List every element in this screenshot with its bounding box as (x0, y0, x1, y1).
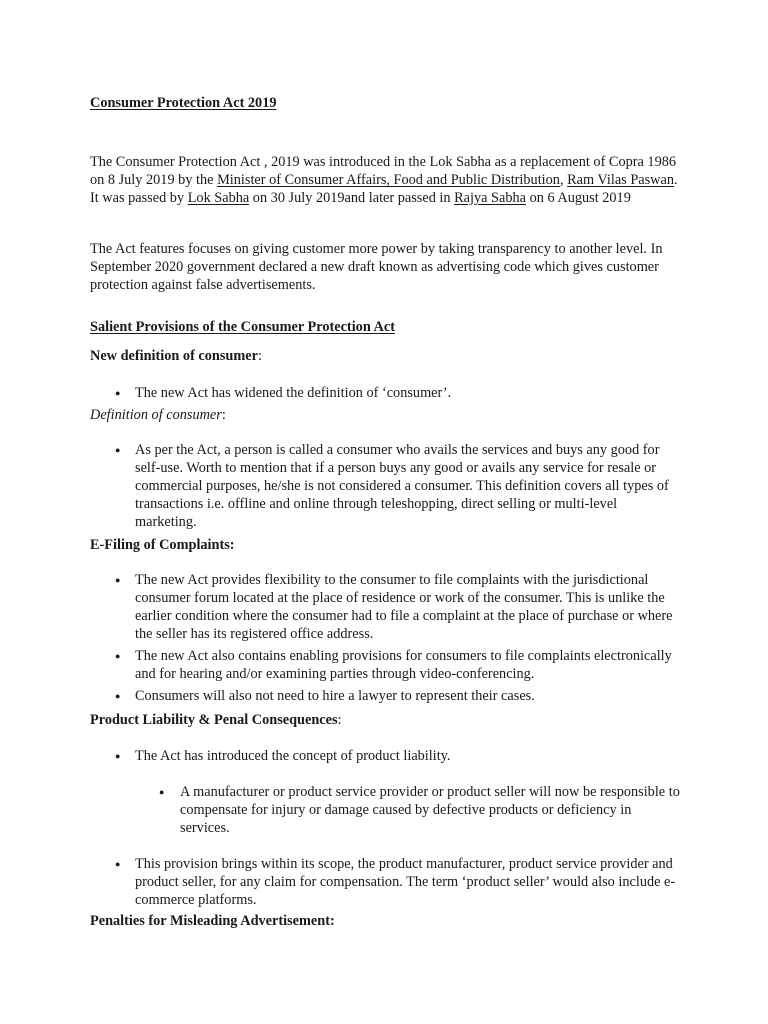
new-definition-heading (90, 347, 680, 365)
intro-text-2: , (559, 172, 568, 188)
list-item-text: As per the Act, a person is called a consumer who avails the services and buys any good for self-use. Worth to mention that if a person buys any good or avails any service for resale or commercial purposes, he/she is not considered a consumer. This definition covers all types of transactions i.e. offline and online through teleshopping, direct selling or multi-level marketing. (135, 442, 669, 530)
new-definition-heading-text: New definition of consumer (90, 348, 258, 364)
list-item (90, 647, 680, 683)
salient-heading: Salient Provisions of the Consumer Protection Act (90, 319, 395, 335)
list-item-text: The Act has introduced the concept of product liability. (135, 748, 451, 764)
bullet-icon: ● (115, 691, 121, 701)
liability-list (90, 747, 680, 765)
definition-subheading-text: Definition of consumer (90, 407, 222, 423)
definition-subheading-colon: : (221, 407, 226, 423)
list-item (90, 571, 680, 643)
bullet-icon: ● (159, 787, 165, 797)
new-definition-colon: : (257, 348, 262, 364)
intro-paragraph-2: The Act features focuses on giving customer more power by taking transparency to another level. In September 2020 government declared a new draft known as advertising code which gives customer protection against false advertisements. (90, 241, 663, 293)
link-ram-vilas-paswan[interactable]: Ram Vilas Paswan (567, 172, 675, 188)
intro-text-4: on 30 July 2019and later passed in (249, 190, 455, 206)
list-item (135, 783, 680, 837)
new-definition-list (90, 384, 680, 402)
list-item (90, 747, 680, 765)
list-item (90, 384, 680, 402)
list-item-text: The new Act provides flexibility to the consumer to file complaints with the jurisdictional consumer forum located at the place of residence or work of the consumer. This is unlike the earlier condition where the consumer had to file a complaint at the place of purchase or where the seller has its registered office address. (135, 572, 673, 642)
list-item-text: The new Act has widened the definition of ‘consumer’. (135, 385, 452, 401)
efiling-list (90, 571, 680, 705)
intro-text-1: The Consumer Protection Act , 2019 was introduced in the Lok Sabha as a replacement of Copra 1986 on 8 July 2019 by the (90, 154, 677, 188)
definition-subheading (90, 406, 680, 424)
list-item-text: Consumers will also not need to hire a lawyer to represent their cases. (135, 688, 535, 704)
liability-sublist (135, 783, 680, 837)
list-item-text: A manufacturer or product service provider or product seller will now be responsible to compensate for injury or damage caused by defective products or deficiency in services. (180, 784, 680, 836)
link-lok-sabha[interactable]: Lok Sabha (187, 190, 250, 206)
bullet-icon: ● (115, 751, 121, 761)
liability-list-2 (90, 855, 680, 909)
liability-heading-colon: : (337, 712, 342, 728)
bullet-icon: ● (115, 445, 121, 455)
list-item (90, 687, 680, 705)
bullet-icon: ● (115, 859, 121, 869)
link-minister[interactable]: Minister of Consumer Affairs, Food and Public Distribution (217, 172, 560, 188)
link-rajya-sabha[interactable]: Rajya Sabha (454, 190, 526, 206)
intro-text-5: on 6 August 2019 (526, 190, 631, 206)
penalties-heading: Penalties for Misleading Advertisement: (90, 913, 335, 929)
liability-heading-text: Product Liability & Penal Consequences (90, 712, 338, 728)
list-item-text: The new Act also contains enabling provisions for consumers to file complaints electronically and for hearing and/or examining parties through video-conferencing. (135, 648, 672, 682)
list-item (90, 855, 680, 909)
page-title: Consumer Protection Act 2019 (90, 95, 277, 111)
bullet-icon: ● (115, 651, 121, 661)
bullet-icon: ● (115, 388, 121, 398)
efiling-heading: E-Filing of Complaints: (90, 537, 235, 553)
definition-list (90, 441, 680, 531)
intro-text-3: . It was passed by (90, 172, 678, 206)
list-item-text: This provision brings within its scope, the product manufacturer, product service provider and product seller, for any claim for compensation. The term ‘product seller’ would also include e-commerce platforms. (135, 856, 676, 908)
list-item (90, 441, 680, 531)
intro-paragraph-1 (90, 153, 680, 207)
bullet-icon: ● (115, 575, 121, 585)
liability-heading (90, 711, 680, 729)
